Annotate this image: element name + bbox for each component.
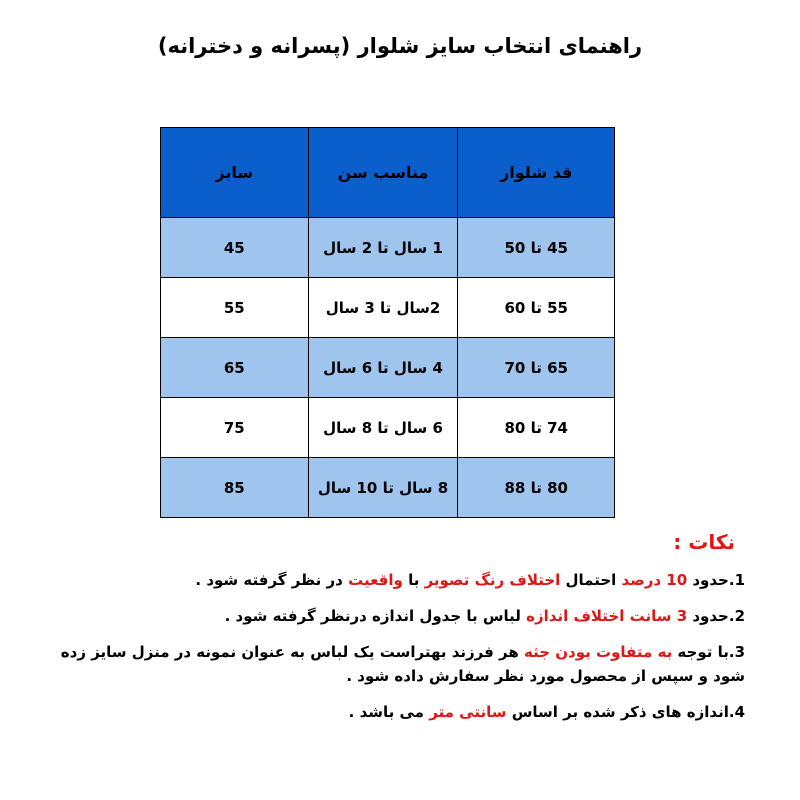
cell-size: 85 bbox=[161, 458, 309, 518]
table-row bbox=[161, 458, 615, 518]
notes-section bbox=[55, 530, 745, 736]
cell-size: 75 bbox=[161, 398, 309, 458]
table-header-row bbox=[161, 128, 615, 218]
note-highlight: واقعیت bbox=[348, 571, 403, 589]
header-suitable-age: مناسب سن bbox=[308, 128, 458, 218]
note-highlight: به متفاوت بودن جثه bbox=[524, 643, 673, 661]
cell-pants-length: 55 تا 60 bbox=[458, 278, 615, 338]
note-4 bbox=[55, 700, 745, 724]
note-text: 4.اندازه های ذکر شده بر اساس bbox=[506, 703, 745, 721]
cell-suitable-age: 6 سال تا 8 سال bbox=[308, 398, 458, 458]
note-2 bbox=[55, 604, 745, 628]
table-row bbox=[161, 278, 615, 338]
note-highlight: سانتی متر bbox=[429, 703, 507, 721]
cell-size: 65 bbox=[161, 338, 309, 398]
cell-pants-length: 74 تا 80 bbox=[458, 398, 615, 458]
note-text: هر فرزند بهتراست یک لباس به عنوان نمونه در منزل سایز زده شود و سپس از محصول مورد نظر سفارش داده شود . bbox=[60, 643, 745, 685]
size-chart-table bbox=[160, 127, 615, 518]
table-row bbox=[161, 218, 615, 278]
note-text: احتمال bbox=[560, 571, 622, 589]
note-text: 2.حدود bbox=[687, 607, 745, 625]
cell-pants-length: 80 تا 88 bbox=[458, 458, 615, 518]
cell-suitable-age: 2سال تا 3 سال bbox=[308, 278, 458, 338]
cell-suitable-age: 4 سال تا 6 سال bbox=[308, 338, 458, 398]
note-1 bbox=[55, 568, 745, 592]
note-text: لباس با جدول اندازه درنظر گرفته شود . bbox=[224, 607, 527, 625]
note-text: در نظر گرفته شود . bbox=[195, 571, 349, 589]
note-text: می باشد . bbox=[348, 703, 430, 721]
note-text: 1.حدود bbox=[687, 571, 745, 589]
table-row bbox=[161, 338, 615, 398]
cell-suitable-age: 1 سال تا 2 سال bbox=[308, 218, 458, 278]
note-highlight: 10 درصد bbox=[621, 571, 688, 589]
cell-size: 55 bbox=[161, 278, 309, 338]
notes-heading: نکات : bbox=[673, 530, 735, 554]
cell-size: 45 bbox=[161, 218, 309, 278]
note-highlight: 3 سانت اختلاف اندازه bbox=[526, 607, 688, 625]
cell-suitable-age: 8 سال تا 10 سال bbox=[308, 458, 458, 518]
note-3 bbox=[55, 640, 745, 688]
cell-pants-length: 45 تا 50 bbox=[458, 218, 615, 278]
note-highlight: اختلاف رنگ تصویر bbox=[424, 571, 561, 589]
table-row bbox=[161, 398, 615, 458]
header-pants-length: قد شلوار bbox=[458, 128, 615, 218]
page-title: راهنمای انتخاب سایز شلوار (پسرانه و دخترانه) bbox=[157, 34, 643, 58]
note-text: 3.با توجه bbox=[672, 643, 745, 661]
header-size: سایز bbox=[161, 128, 309, 218]
cell-pants-length: 65 تا 70 bbox=[458, 338, 615, 398]
note-text: با bbox=[402, 571, 425, 589]
